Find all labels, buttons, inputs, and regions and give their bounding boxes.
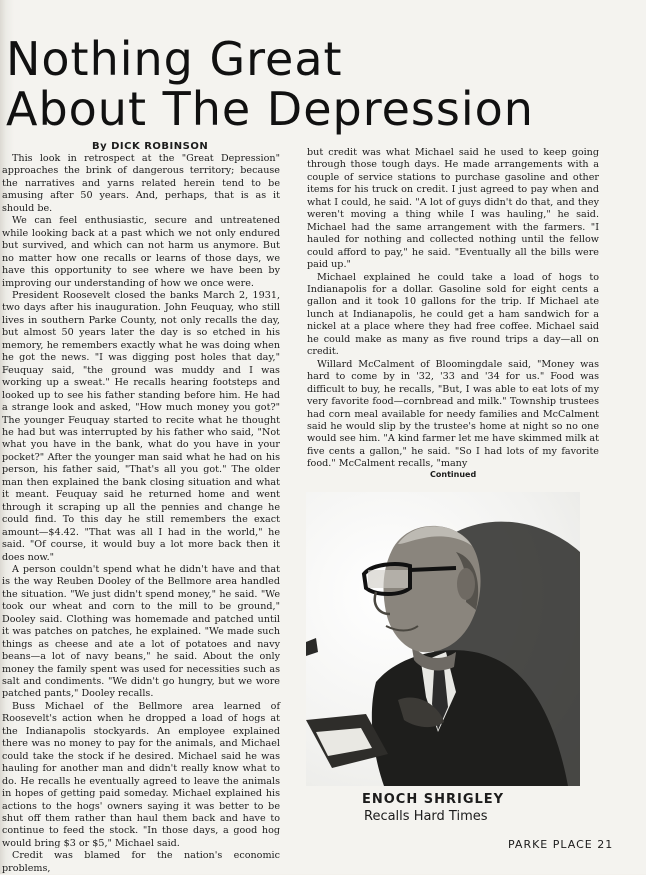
left-paragraph: A person couldn't spend what he didn't have and that is the way Reuben Dooley of the Bellmore area handled the situation. "We just didn't spend money," he said. "We took our wheat and corn to the mill to be ground," Dooley said. Clothing was homemade and patched until it was patches on patches, he explained. "We made such things as cheese and ate a lot of potatoes and navy beans—a lot of navy beans," he said. About the only money the family spent was used for necessities such as salt and condiments. "We didn't go hungry, but we wore patched pants," Dooley recalls. — [2, 563, 280, 700]
byline: By DICK ROBINSON — [92, 141, 209, 152]
portrait-photo — [306, 492, 580, 786]
left-paragraph: We can feel enthusiastic, secure and untreatened while looking back at a past which we not only endured but survived, and which can not harm us anymore. But no matter how one recalls or learns of those days, we have this opportunity to see where we have been by improving our understanding of how we once were. — [2, 215, 280, 289]
left-paragraph: This look in retrospect at the "Great Depression" approaches the brink of dangerous territory; because the narratives and yarns related herein tend to be amusing after 50 years. And, perhaps, that is as it should be. — [2, 153, 280, 214]
left-column — [2, 153, 280, 874]
photo-caption-name: ENOCH SHRIGLEY — [362, 792, 505, 807]
left-paragraph: President Roosevelt closed the banks March 2, 1931, two days after his inauguration. John Feuquay, who still lives in southern Parke County, not only recalls the day, but almost 50 years later the day is so etched in his memory, he remembers exactly what he was doing when he got the news. "I was digging post holes that day," Feuquay said, "the ground was muddy and I was working up a sweat." He recalls hearing footsteps and looked up to see his father standing before him. He had a strange look and asked, "How much money you got?" The younger Feuquay started to recite what he thought he had but was interrupted by his father who said, "Not what you have in the bank, what do you have in your pocket?" After the younger man said what he had on his person, his father said, "That's all you got." The older man then explained the bank closing situation and what it meant. Feuquay said he returned home and went through it scraping up all the pennies and change he could find. To this day he still remembers the exact amount—$4.42. "That was all I had in the world," he said. "Of course, it would buy a lot more back then it does now." — [2, 289, 280, 563]
page-footer: PARKE PLACE 21 — [508, 838, 614, 851]
right-paragraph: Michael explained he could take a load of hogs to Indianapolis for a dollar. Gasoline sold for eight cents a gallon and it took 10 gallons for the trip. If Michael ate lunch at Indianapolis, he could get a ham sandwich for a nickel at a place where they had free coffee. Michael said he could make as many as five round trips a day—all on credit. — [307, 271, 599, 358]
right-column — [307, 147, 599, 470]
article-headline — [6, 34, 626, 134]
right-paragraph: but credit was what Michael said he used to keep going through those tough days. He made arrangements with a couple of service stations to purchase gasoline and other items for his truck on credit. I just agreed to pay when and what I could, he said. "A lot of guys didn't do that, and they weren't moving a thing while I was hauling," he said. Michael had the same arrangement with the farmers. "I hauled for nothing and collected nothing until the fellow could afford to pay," he said. "Eventually all the bills were paid up." — [307, 147, 599, 271]
left-paragraph: Credit was blamed for the nation's economic problems, — [2, 850, 280, 874]
continued-label: Continued — [430, 470, 477, 479]
headline-line-2: About The Depression — [6, 82, 534, 136]
left-paragraph: Buss Michael of the Bellmore area learned of Roosevelt's action when he dropped a load of hogs at the Indianapolis stockyards. An employee explained there was no money to pay for the animals, and Michael could take the stock if he desired. Michael said he was hauling for another man and didn't really know what to do. He recalls he eventually agreed to leave the animals in hopes of getting paid someday. Michael explained his actions to the hogs' owners saying it was better to be shut off them rather than haul them back and have to continue to feed the stock. "In those days, a good hog would bring $3 or $5," Michael said. — [2, 700, 280, 849]
right-paragraph: Willard McCalment of Bloomingdale said, "Money was hard to come by in '32, '33 and '34 for us." Food was difficult to buy, he recalls, "But, I was able to eat lots of my very favorite food—cornbread and milk." Township trustees had corn meal available for needy families and McCalment said he would slip by the trustee's home at night so no one would see him. "A kind farmer let me have skimmed milk at five cents a gallon," he said. "So I had lots of my favorite food." McCalment recalls, "many — [307, 358, 599, 470]
portrait-illustration — [306, 492, 580, 786]
photo-caption-subtitle: Recalls Hard Times — [364, 809, 488, 824]
headline-line-1: Nothing Great — [6, 32, 343, 86]
